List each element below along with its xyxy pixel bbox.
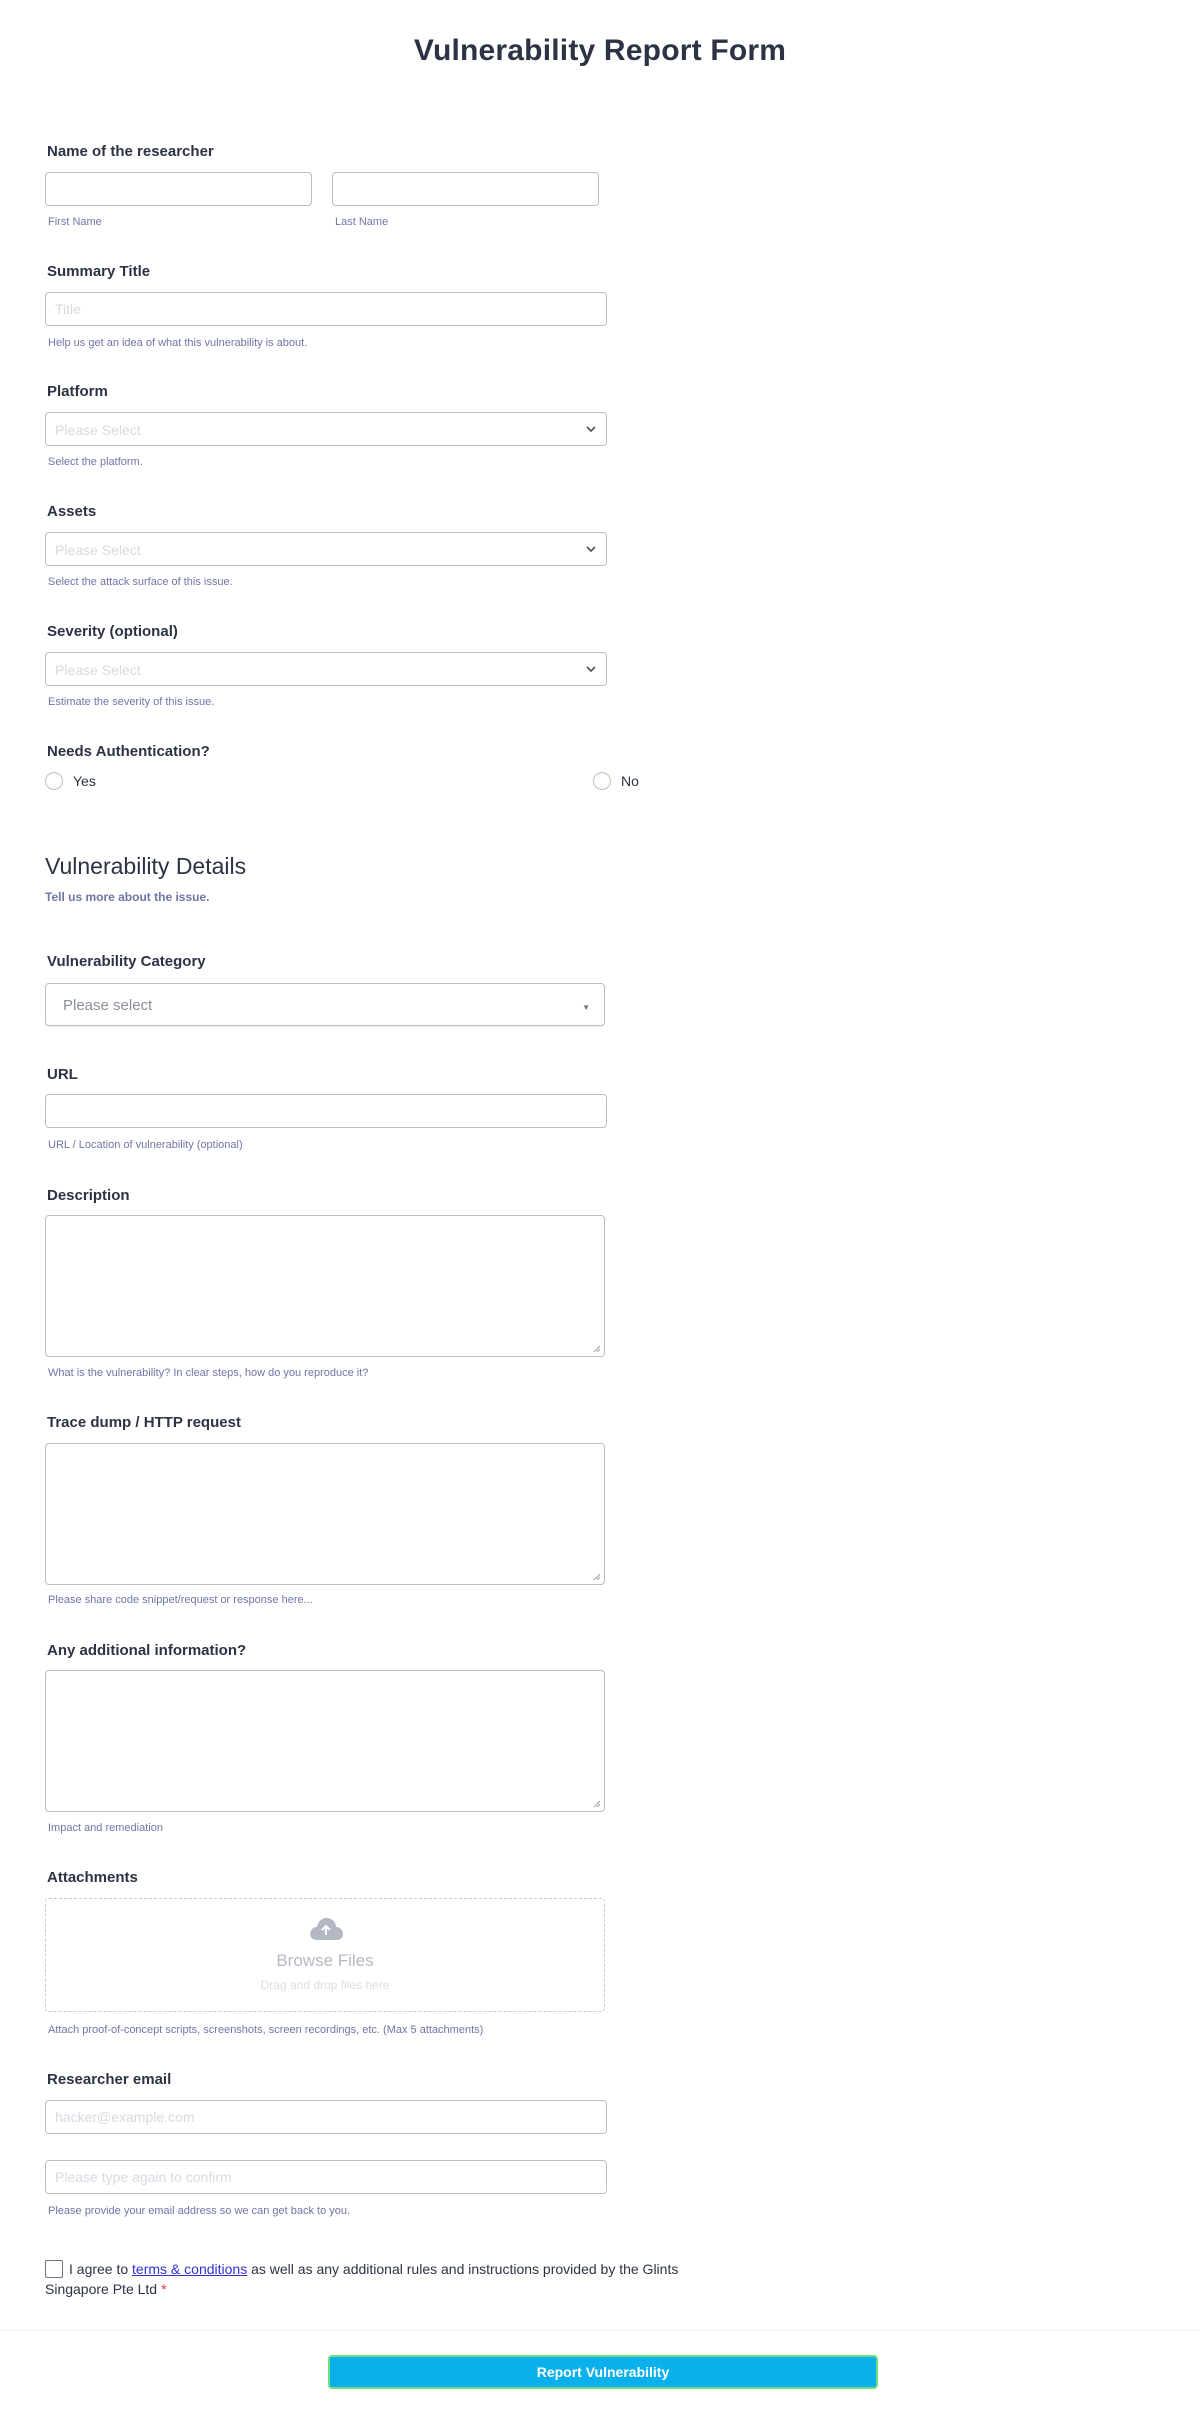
caret-down-icon: ▼ <box>582 1003 590 1012</box>
summary-title-label: Summary Title <box>47 263 151 280</box>
browse-files-label[interactable]: Browse Files <box>276 1951 374 1970</box>
terms-suffix: as well as any additional rules and instructions provided by the Glints Singapore Pte Ltd <box>45 2261 679 2297</box>
platform-select[interactable] <box>45 412 607 446</box>
form-title: Vulnerability Report Form <box>413 34 787 67</box>
auth-yes-label: Yes <box>73 773 96 789</box>
severity-label: Severity (optional) <box>47 623 178 640</box>
authentication-label: Needs Authentication? <box>47 743 210 760</box>
description-textarea[interactable] <box>45 1215 605 1357</box>
chevron-down-icon <box>585 423 597 435</box>
email-confirm-input[interactable] <box>45 2160 607 2194</box>
category-placeholder: Please select <box>63 997 153 1014</box>
resize-grip-icon[interactable] <box>593 1345 601 1353</box>
attachments-label: Attachments <box>47 1869 138 1886</box>
resize-grip-icon[interactable] <box>593 1573 601 1581</box>
cloud-upload-icon <box>308 1915 344 1941</box>
chevron-down-icon <box>585 663 597 675</box>
description-label: Description <box>47 1187 130 1204</box>
severity-sublabel: Estimate the severity of this issue. <box>48 696 215 708</box>
platform-sublabel: Select the platform. <box>48 456 143 468</box>
additional-textarea[interactable] <box>45 1670 605 1812</box>
url-input[interactable] <box>45 1094 607 1128</box>
section-subtitle: Tell us more about the issue. <box>45 890 210 904</box>
auth-radio-yes[interactable] <box>45 772 96 790</box>
additional-sublabel: Impact and remediation <box>48 1822 163 1834</box>
email-sublabel: Please provide your email address so we can get back to you. <box>48 2205 351 2217</box>
file-upload-area[interactable] <box>45 1898 605 2012</box>
auth-no-label: No <box>621 773 639 789</box>
first-name-input[interactable] <box>45 172 312 206</box>
trace-sublabel: Please share code snippet/request or response here... <box>48 1594 313 1606</box>
attachments-sublabel: Attach proof-of-concept scripts, screenshots, screen recordings, etc. (Max 5 attachments) <box>48 2024 484 2036</box>
email-label: Researcher email <box>47 2071 172 2088</box>
trace-textarea[interactable] <box>45 1443 605 1585</box>
report-vulnerability-button[interactable]: Report Vulnerability <box>328 2355 878 2389</box>
summary-title-input[interactable] <box>45 292 607 326</box>
auth-radio-no[interactable] <box>593 772 639 790</box>
summary-title-sublabel: Help us get an idea of what this vulnerability is about. <box>48 337 308 349</box>
section-title: Vulnerability Details <box>45 853 247 879</box>
description-sublabel: What is the vulnerability? In clear steps, how do you reproduce it? <box>48 1367 369 1379</box>
terms-agreement <box>45 2259 725 2299</box>
terms-link[interactable]: terms & conditions <box>132 2261 248 2277</box>
email-input[interactable] <box>45 2100 607 2134</box>
platform-label: Platform <box>47 383 108 400</box>
chevron-down-icon <box>585 543 597 555</box>
resize-grip-icon[interactable] <box>593 1800 601 1808</box>
footer-divider <box>0 2330 1200 2331</box>
trace-label: Trace dump / HTTP request <box>47 1414 241 1431</box>
researcher-name-label: Name of the researcher <box>47 143 214 160</box>
category-dropdown[interactable] <box>45 983 605 1026</box>
radio-circle[interactable] <box>593 772 611 790</box>
assets-label: Assets <box>47 503 97 520</box>
severity-select[interactable] <box>45 652 607 686</box>
required-mark: * <box>161 2281 167 2297</box>
assets-placeholder: Please Select <box>55 542 141 558</box>
platform-placeholder: Please Select <box>55 422 141 438</box>
radio-circle[interactable] <box>45 772 63 790</box>
terms-prefix: I agree to <box>69 2261 133 2277</box>
assets-select[interactable] <box>45 532 607 566</box>
additional-label: Any additional information? <box>47 1642 247 1659</box>
last-name-sublabel: Last Name <box>335 216 389 228</box>
drag-drop-hint: Drag and drop files here <box>260 1978 390 1992</box>
category-label: Vulnerability Category <box>47 953 206 970</box>
url-label: URL <box>47 1066 78 1083</box>
severity-placeholder: Please Select <box>55 662 141 678</box>
terms-checkbox[interactable] <box>45 2260 63 2278</box>
assets-sublabel: Select the attack surface of this issue. <box>48 576 233 588</box>
url-sublabel: URL / Location of vulnerability (optional) <box>48 1139 243 1151</box>
first-name-sublabel: First Name <box>48 216 102 228</box>
last-name-input[interactable] <box>332 172 599 206</box>
